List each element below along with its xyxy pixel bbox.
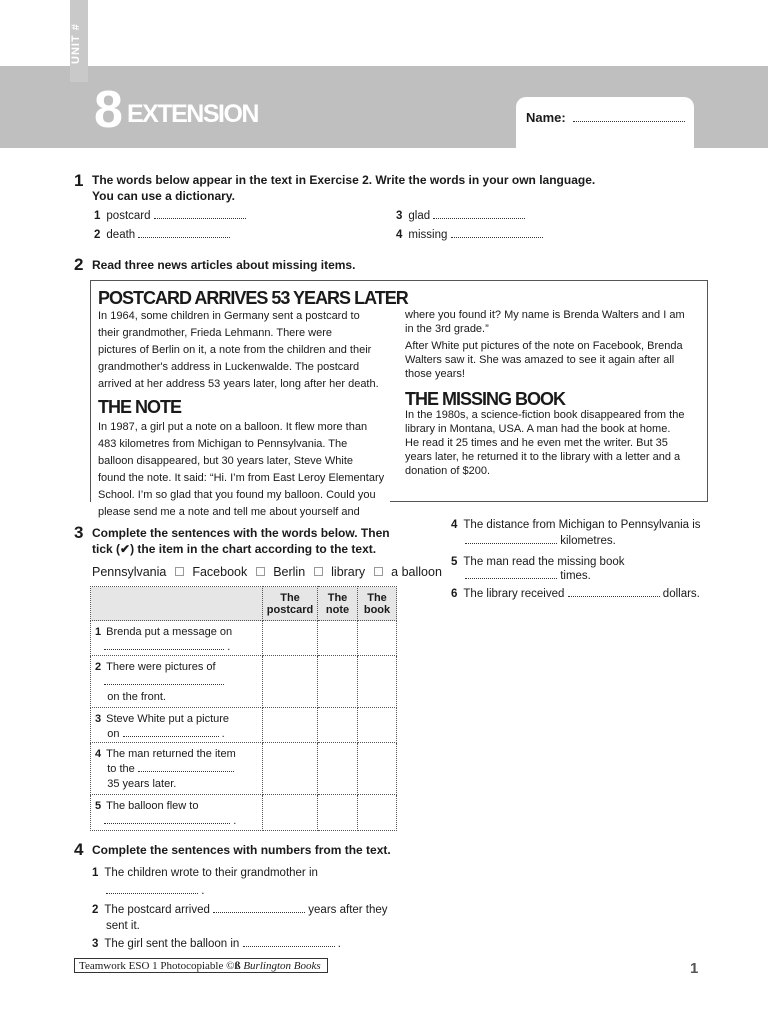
ex4-item-1: 1 The children wrote to their grandmother in .: [92, 867, 318, 897]
ex3-item-5-blank[interactable]: [465, 578, 557, 579]
ex4-item-3-blank[interactable]: [243, 946, 335, 947]
tick-cell[interactable]: [318, 795, 358, 831]
table-row: [91, 743, 397, 795]
ex1-word-1: postcard: [106, 210, 151, 222]
footer-credit: [74, 958, 328, 973]
ex1-blank-1[interactable]: [154, 218, 246, 219]
article3-text: [405, 408, 703, 478]
article-line: pictures of Berlin on it, a note from the children and their: [98, 344, 372, 356]
tick-cell[interactable]: [263, 621, 318, 656]
row-5-blank[interactable]: [104, 823, 230, 824]
ex1-instruction: [92, 172, 595, 204]
square-separator-icon: [314, 567, 323, 576]
article-line: their grandmother, Frieda Lehmann. There were: [98, 327, 332, 339]
tick-cell[interactable]: [318, 621, 358, 656]
name-field[interactable]: [526, 110, 685, 125]
col-note: The note: [318, 587, 358, 621]
ex3-word-bank: [92, 564, 442, 580]
word-bank-item: library: [331, 565, 366, 579]
article-line: balloon disappeared, but 30 years later, Steve White: [98, 455, 353, 467]
article3-heading: THE MISSING BOOK: [405, 389, 566, 409]
ex4-item-1-blank[interactable]: [106, 893, 198, 894]
ex3-item-6-blank[interactable]: [568, 596, 660, 597]
row-2-blank[interactable]: [104, 684, 224, 685]
article-line: grandmother's address in Luckenwalde. The postcard: [98, 361, 360, 373]
col-book: The book: [358, 587, 397, 621]
ex1-item-1: 1 postcard: [94, 209, 246, 223]
word-bank-item: Facebook: [192, 565, 248, 579]
table-row: [91, 656, 397, 708]
row-1-blank[interactable]: [104, 649, 224, 650]
ex4-item-3: 3 The girl sent the balloon in .: [92, 938, 341, 950]
article1-heading: POSTCARD ARRIVES 53 YEARS LATER: [98, 288, 408, 308]
ex3-item-4-blank[interactable]: [465, 543, 557, 544]
article-line: those years!: [405, 368, 465, 380]
ex3-line1: Complete the sentences with the words below. Then: [92, 526, 390, 540]
tick-cell[interactable]: [358, 621, 397, 656]
unit-title: EXTENSION: [127, 100, 258, 128]
ex2-instruction: Read three news articles about missing items.: [92, 258, 356, 272]
article-line: After White put pictures of the note on Facebook, Brenda: [405, 340, 683, 352]
ex1-item-4: 4 missing: [396, 228, 543, 242]
article-line: He read it 25 times and he even met the writer. But 35: [405, 437, 668, 449]
article-line: found the note. It said: “Hi. I’m from East Leroy Elementary: [98, 472, 385, 484]
name-label: Name:: [526, 110, 566, 125]
ex4-number: 4: [74, 840, 84, 859]
article-line: 483 kilometres from Michigan to Pennsylvania. The: [98, 438, 348, 450]
article-line: library in Montana, USA. A man had the book at home.: [405, 423, 671, 435]
ex3-line2: tick (✔) the item in the chart according to the text.: [92, 542, 377, 556]
row-3-text: 3 Steve White put a picture on .: [95, 713, 230, 740]
chart-corner: [91, 587, 263, 621]
square-separator-icon: [374, 567, 383, 576]
word-bank-item: a balloon: [391, 565, 442, 579]
ex3-item-5: 5 The man read the missing book times.: [451, 556, 625, 582]
unit-label: UNIT #: [70, 23, 82, 65]
row-4-text: 4 The man returned the item to the 35 years later.: [95, 748, 236, 790]
tick-cell[interactable]: [318, 656, 358, 708]
tick-cell[interactable]: [358, 743, 397, 795]
word-bank-item: Pennsylvania: [92, 565, 167, 579]
article-line: where you found it? My name is Brenda Walters and I am: [405, 309, 685, 321]
table-row: [91, 795, 397, 831]
tick-cell[interactable]: [358, 795, 397, 831]
article-line: arrived at her address 53 years later, long after her death.: [98, 378, 379, 390]
tick-cell[interactable]: [318, 743, 358, 795]
name-blank[interactable]: [573, 121, 685, 122]
ex3-item-4: 4 The distance from Michigan to Pennsylvania is kilometres.: [451, 519, 701, 547]
ex1-blank-2[interactable]: [138, 237, 230, 238]
ex4-item-2: 2 The postcard arrived years after they sent it.: [92, 904, 388, 932]
square-separator-icon: [175, 567, 184, 576]
article-line: In 1964, some children in Germany sent a postcard to: [98, 310, 360, 322]
ex1-blank-3[interactable]: [433, 218, 525, 219]
tick-cell[interactable]: [263, 708, 318, 743]
table-row: [91, 708, 397, 743]
col-postcard: The postcard: [263, 587, 318, 621]
article2-heading: THE NOTE: [98, 397, 182, 417]
article-line: please send me a note and tell me about yourself and: [98, 506, 360, 518]
ex1-blank-4[interactable]: [451, 237, 543, 238]
ex1-item-2: 2 death: [94, 228, 230, 242]
article-line: School. I’m so glad that you found my balloon. Could you: [98, 489, 376, 501]
ex4-item-2-blank[interactable]: [213, 912, 305, 913]
tick-cell[interactable]: [358, 656, 397, 708]
row-2-text: 2 There were pictures of on the front.: [91, 656, 262, 705]
ex1-line1: The words below appear in the text in Exercise 2. Write the words in your own language.: [92, 173, 596, 187]
row-4-blank[interactable]: [138, 771, 234, 772]
tick-icon: ✔: [120, 542, 131, 556]
word-bank-item: Berlin: [273, 565, 306, 579]
article2-text: [98, 419, 390, 521]
article2-text-continued: [405, 308, 703, 336]
row-3-blank[interactable]: [123, 736, 219, 737]
tick-cell[interactable]: [318, 708, 358, 743]
page-number: 1: [690, 960, 699, 977]
tick-cell[interactable]: [263, 656, 318, 708]
ex4-instruction: Complete the sentences with numbers from the text.: [92, 843, 391, 857]
ex1-word-2: death: [106, 229, 136, 241]
ex3-instruction: [92, 525, 390, 557]
row-1-text: 1 Brenda put a message on .: [95, 626, 233, 653]
ex1-word-3: glad: [408, 210, 431, 222]
ex1-item-3: 3 glad: [396, 209, 525, 223]
row-5-text: 5 The balloon flew to .: [95, 800, 237, 827]
ex2-number: 2: [74, 255, 84, 274]
article1-text: [98, 308, 390, 393]
table-row: [91, 621, 397, 656]
ex3-number: 3: [74, 523, 84, 542]
footer-publisher: Burlington Books: [243, 960, 321, 972]
unit-number: 8: [94, 81, 121, 139]
ex1-line2: You can use a dictionary.: [92, 189, 235, 203]
article-line: In 1987, a girl put a note on a balloon. It flew more than: [98, 421, 368, 433]
tick-cell[interactable]: [358, 708, 397, 743]
ex1-word-4: missing: [408, 229, 448, 241]
article-line: Walters saw it. She was amazed to see it again after all: [405, 354, 675, 366]
article-line: donation of $200.: [405, 465, 491, 477]
article-line: in the 3rd grade.”: [405, 323, 489, 335]
tick-cell[interactable]: [263, 795, 318, 831]
article2-text-para2: [405, 339, 703, 381]
ex3-item-6: 6 The library received dollars.: [451, 588, 700, 600]
square-separator-icon: [256, 567, 265, 576]
article-line: In the 1980s, a science-fiction book disappeared from the: [405, 409, 685, 421]
items-chart: [90, 586, 397, 831]
article-line: years later, he returned it to the library with a letter and a: [405, 451, 681, 463]
tick-cell[interactable]: [263, 743, 318, 795]
ex1-number: 1: [74, 171, 84, 190]
footer-text: Teamwork ESO 1 Photocopiable ©: [79, 960, 235, 972]
burlington-logo-icon: ß: [234, 960, 241, 972]
